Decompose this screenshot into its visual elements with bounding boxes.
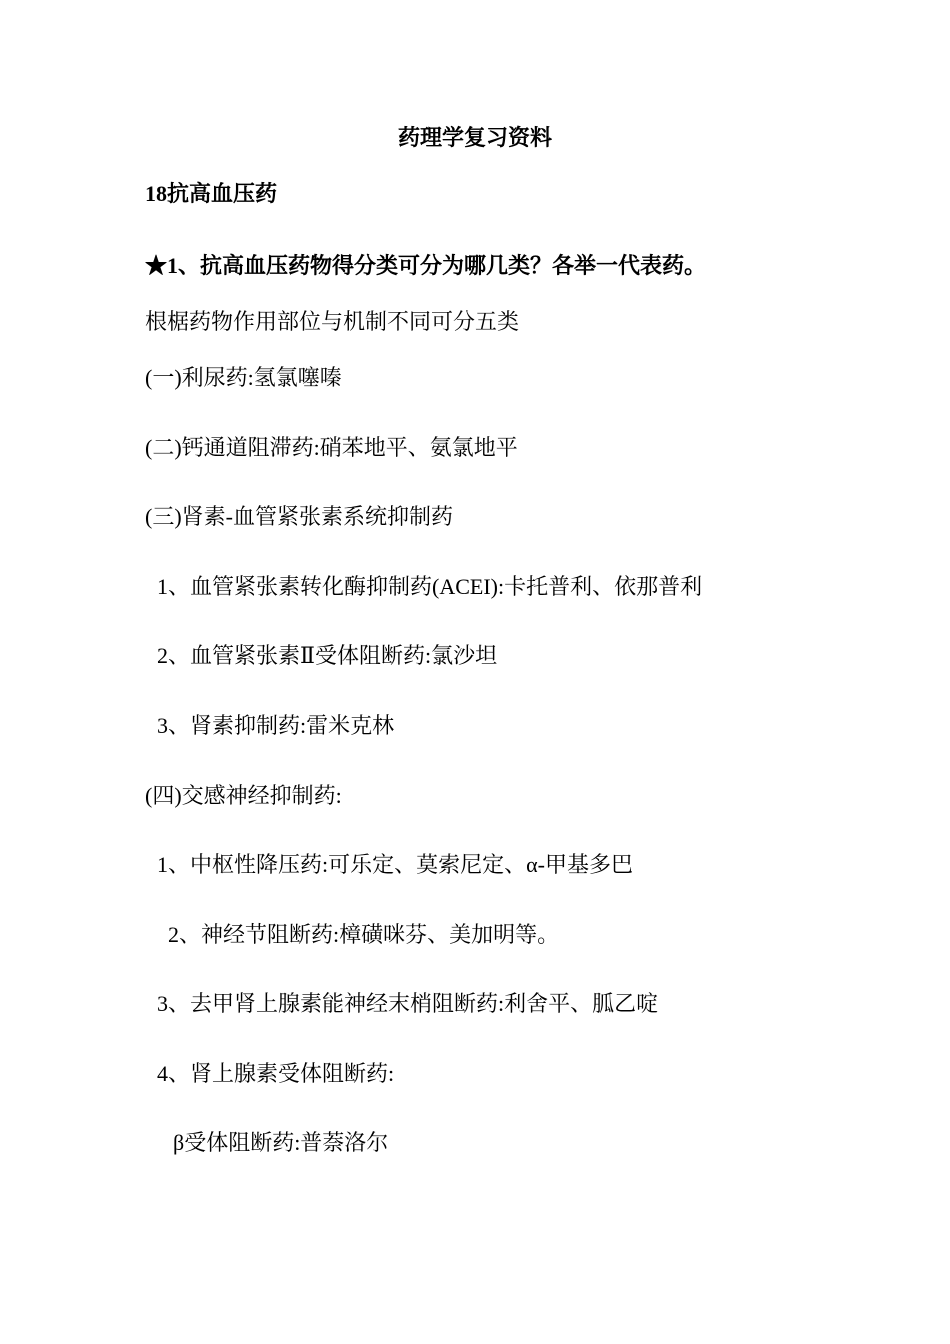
subcategory-line: 1、血管紧张素转化酶抑制药(ACEI):卡托普利、依那普利	[157, 574, 703, 599]
drug-class-line: β受体阻断药:普萘洛尔	[173, 1130, 389, 1155]
intro-paragraph: 根椐药物作用部位与机制不同可分五类	[145, 309, 520, 334]
subcategory-line: 1、中枢性降压药:可乐定、莫索尼定、α-甲基多巴	[157, 852, 633, 877]
subcategory-line: 3、肾素抑制药:雷米克林	[157, 713, 395, 738]
category-line: (四)交感神经抑制药:	[145, 783, 342, 808]
question-heading: ★1、抗高血压药物得分类可分为哪几类？各举一代表药。	[145, 253, 707, 278]
subcategory-line: 2、神经节阻断药:樟磺咪芬、美加明等。	[168, 922, 560, 947]
category-line: (一)利尿药:氢氯噻嗪	[145, 365, 342, 390]
subcategory-line: 3、去甲肾上腺素能神经末梢阻断药:利舍平、胍乙啶	[157, 991, 659, 1016]
subcategory-line: 2、血管紧张素Ⅱ受体阻断药:氯沙坦	[157, 643, 498, 668]
chapter-heading: 18抗高血压药	[145, 181, 278, 206]
document-title: 药理学复习资料	[397, 125, 552, 150]
subcategory-line: 4、肾上腺素受体阻断药:	[157, 1061, 395, 1086]
category-line: (二)钙通道阻滞药:硝苯地平、氨氯地平	[145, 435, 518, 460]
category-line: (三)肾素-血管紧张素系统抑制药	[145, 504, 453, 529]
